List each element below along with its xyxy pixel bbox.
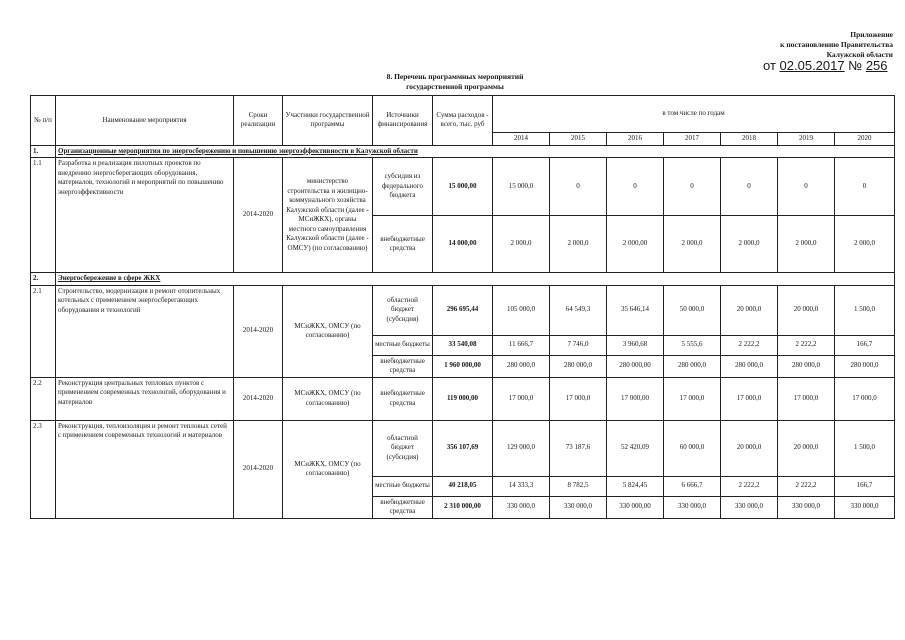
- year-header: 2016: [607, 133, 664, 146]
- header-line-2: к постановлению Правительства: [780, 40, 893, 49]
- year-value: 2 222,2: [721, 476, 778, 496]
- year-value: 280 000,0: [664, 355, 721, 377]
- year-value: 0: [721, 158, 778, 216]
- stamp-from: от: [763, 58, 776, 73]
- header-line-3: Калужской области: [826, 50, 893, 59]
- year-value: 280 000,0: [721, 355, 778, 377]
- col-source-header: Источники финансирования: [373, 96, 433, 146]
- col-sum-header: Сумма расходов - всего, тыс. руб: [433, 96, 493, 146]
- year-value: 60 000,0: [664, 420, 721, 476]
- year-value: 20 000,0: [721, 285, 778, 335]
- stamp-date: 02.05.2017: [779, 58, 845, 73]
- year-value: 5 555,6: [664, 335, 721, 355]
- row-num: 2.1: [31, 285, 56, 377]
- activity-name: Разработка и реализация пилотных проектов по внедрению энергосберегающих оборудования, материалов, технологий и мероприятий по повышению энергоэффективности: [56, 158, 234, 273]
- funding-sum: 14 000,00: [433, 216, 493, 273]
- funding-sum: 119 000,00: [433, 377, 493, 420]
- year-value: 330 000,0: [721, 496, 778, 518]
- year-value: 17 000,0: [664, 377, 721, 420]
- funding-source: местные бюджеты: [373, 335, 433, 355]
- funding-sum: 40 218,05: [433, 476, 493, 496]
- year-value: 20 000,0: [778, 420, 835, 476]
- activity-term: 2014-2020: [234, 420, 283, 518]
- funding-sum: 33 540,08: [433, 335, 493, 355]
- activity-participants: министерство строительства и жилищно-коммунального хозяйства Калужской области (далее - МСиЖКХ), органы местного самоуправления Калужской области (далее - ОМСУ) (по согласованию): [283, 158, 373, 273]
- activity-term: 2014-2020: [234, 158, 283, 273]
- funding-sum: 1 960 000,00: [433, 355, 493, 377]
- year-value: 330 000,0: [493, 496, 550, 518]
- year-value: 2 000,0: [721, 216, 778, 273]
- funding-source: внебюджетные средства: [373, 496, 433, 518]
- year-value: 73 187,6: [550, 420, 607, 476]
- year-header: 2018: [721, 133, 778, 146]
- year-header: 2019: [778, 133, 835, 146]
- funding-source: областной бюджет (субсидия): [373, 420, 433, 476]
- year-value: 2 000,0: [778, 216, 835, 273]
- year-value: 17 000,0: [721, 377, 778, 420]
- funding-source: внебюджетные средства: [373, 377, 433, 420]
- activity-name: Реконструкция, теплоизоляция и ремонт тепловых сетей с применением современных технологий и материалов: [56, 420, 234, 518]
- stamp-number: 256: [865, 58, 888, 73]
- col-by-year-header: в том числе по годам: [493, 96, 895, 133]
- stamp-no: №: [848, 58, 863, 73]
- year-value: 0: [835, 158, 895, 216]
- document-subtitle: государственной программы: [406, 82, 504, 91]
- activity-name: Строительство, модернизация и ремонт отопительных котельных с применением энергосберегающих оборудования и технологий: [56, 285, 234, 377]
- funding-source: субсидия из федерального бюджета: [373, 158, 433, 216]
- year-value: 35 646,14: [607, 285, 664, 335]
- year-value: 129 000,0: [493, 420, 550, 476]
- year-value: 2 222,2: [778, 476, 835, 496]
- year-value: 3 960,68: [607, 335, 664, 355]
- year-value: 2 222,2: [778, 335, 835, 355]
- year-value: 280 000,0: [778, 355, 835, 377]
- year-value: 166,7: [835, 476, 895, 496]
- year-value: 64 549,3: [550, 285, 607, 335]
- year-value: 330 000,00: [607, 496, 664, 518]
- year-value: 2 000,0: [835, 216, 895, 273]
- funding-sum: 15 000,00: [433, 158, 493, 216]
- year-header: 2017: [664, 133, 721, 146]
- table-row: [31, 420, 895, 476]
- year-value: 0: [550, 158, 607, 216]
- year-value: 2 000,00: [607, 216, 664, 273]
- year-value: 5 824,45: [607, 476, 664, 496]
- col-num-header: № п/п: [31, 96, 56, 146]
- col-name-header: Наименование мероприятия: [56, 96, 234, 146]
- row-num: 2.3: [31, 420, 56, 518]
- year-value: 20 000,0: [778, 285, 835, 335]
- funding-source: внебюджетные средства: [373, 355, 433, 377]
- year-value: 7 746,0: [550, 335, 607, 355]
- year-value: 0: [778, 158, 835, 216]
- year-header: 2014: [493, 133, 550, 146]
- funding-sum: 296 695,44: [433, 285, 493, 335]
- decree-stamp: [763, 58, 888, 73]
- table-header-row: [31, 96, 895, 133]
- activity-participants: МСиЖКХ, ОМСУ (по согласованию): [283, 377, 373, 420]
- year-value: 2 000,0: [664, 216, 721, 273]
- year-value: 17 000,0: [835, 377, 895, 420]
- year-value: 17 000,0: [550, 377, 607, 420]
- year-value: 15 000,0: [493, 158, 550, 216]
- funding-sum: 356 107,69: [433, 420, 493, 476]
- section-title: Организационные мероприятия по энергосбережению и повышению энергоэффективности в Калужской области: [56, 145, 895, 158]
- year-value: 6 666,7: [664, 476, 721, 496]
- year-header: 2015: [550, 133, 607, 146]
- year-value: 330 000,0: [664, 496, 721, 518]
- activity-term: 2014-2020: [234, 285, 283, 377]
- year-value: 17 000,0: [493, 377, 550, 420]
- year-value: 166,7: [835, 335, 895, 355]
- year-value: 1 500,0: [835, 420, 895, 476]
- funding-source: местные бюджеты: [373, 476, 433, 496]
- year-value: 1 500,0: [835, 285, 895, 335]
- document-title: 8. Перечень программных мероприятий: [386, 72, 524, 81]
- year-value: 8 782,5: [550, 476, 607, 496]
- section-row: [31, 145, 895, 158]
- program-activities-table: [30, 95, 895, 519]
- year-value: 330 000,0: [778, 496, 835, 518]
- year-value: 330 000,0: [835, 496, 895, 518]
- year-value: 0: [607, 158, 664, 216]
- year-value: 20 000,0: [721, 420, 778, 476]
- header-line-1: Приложение: [850, 30, 893, 39]
- table-row: [31, 377, 895, 420]
- year-value: 280 000,00: [607, 355, 664, 377]
- year-value: 11 666,7: [493, 335, 550, 355]
- year-value: 2 222,2: [721, 335, 778, 355]
- year-value: 0: [664, 158, 721, 216]
- year-value: 2 000,0: [493, 216, 550, 273]
- year-header: 2020: [835, 133, 895, 146]
- year-value: 52 420,09: [607, 420, 664, 476]
- year-value: 17 000,0: [778, 377, 835, 420]
- row-num: 2.2: [31, 377, 56, 420]
- section-num: 1.: [31, 145, 56, 158]
- year-value: 280 000,0: [835, 355, 895, 377]
- col-participants-header: Участники государственной программы: [283, 96, 373, 146]
- year-value: 14 333,3: [493, 476, 550, 496]
- col-term-header: Сроки реализации: [234, 96, 283, 146]
- year-value: 105 000,0: [493, 285, 550, 335]
- section-title: Энергосбережение в сфере ЖКХ: [56, 273, 895, 286]
- funding-sum: 2 310 000,00: [433, 496, 493, 518]
- year-value: 280 000,0: [550, 355, 607, 377]
- year-value: 280 000,0: [493, 355, 550, 377]
- row-num: 1.1: [31, 158, 56, 273]
- activity-term: 2014-2020: [234, 377, 283, 420]
- section-num: 2.: [31, 273, 56, 286]
- funding-source: внебюджетные средства: [373, 216, 433, 273]
- year-value: 17 000,00: [607, 377, 664, 420]
- section-row: [31, 273, 895, 286]
- activity-participants: МСиЖКХ, ОМСУ (по согласованию): [283, 420, 373, 518]
- activity-name: Реконструкция центральных тепловых пунктов с применением современных технологий, оборудования и материалов: [56, 377, 234, 420]
- activity-participants: МСиЖКХ, ОМСУ (по согласованию): [283, 285, 373, 377]
- year-value: 50 000,0: [664, 285, 721, 335]
- year-value: 330 000,0: [550, 496, 607, 518]
- year-value: 2 000,0: [550, 216, 607, 273]
- funding-source: областной бюджет (субсидия): [373, 285, 433, 335]
- table-row: [31, 285, 895, 335]
- table-row: [31, 158, 895, 216]
